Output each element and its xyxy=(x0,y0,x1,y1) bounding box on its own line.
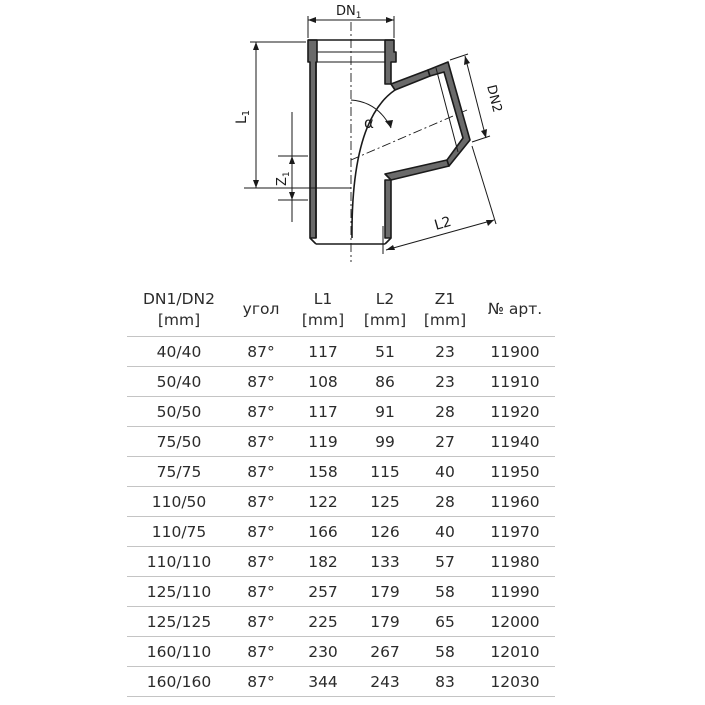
cell-article: 11970 xyxy=(475,517,555,547)
cell-l2: 267 xyxy=(355,637,415,667)
header-l2: L2 [mm] xyxy=(363,289,407,329)
cell-l1: 182 xyxy=(291,547,355,577)
cell-article: 11940 xyxy=(475,427,555,457)
cell-l2: 179 xyxy=(355,577,415,607)
table-row xyxy=(127,667,555,697)
header-article: № арт. xyxy=(487,300,543,318)
cell-dn: 75/50 xyxy=(127,427,231,457)
table-row xyxy=(127,577,555,607)
cell-angle: 87° xyxy=(231,397,291,427)
branch-socket xyxy=(428,62,470,166)
table-row xyxy=(127,367,555,397)
cell-article: 12000 xyxy=(475,607,555,637)
l1-arrow-top xyxy=(253,42,259,50)
cell-l2: 243 xyxy=(355,667,415,697)
cell-z1: 58 xyxy=(415,577,475,607)
cell-l2: 91 xyxy=(355,397,415,427)
alpha-arrow xyxy=(385,120,393,128)
cell-z1: 23 xyxy=(415,337,475,367)
z1-label: $Z_1$ xyxy=(275,171,292,186)
header-z1: Z1 [mm] xyxy=(423,289,467,329)
cell-l1: 108 xyxy=(291,367,355,397)
cell-dn: 125/110 xyxy=(127,577,231,607)
cell-l1: 230 xyxy=(291,637,355,667)
l2-ext-right xyxy=(472,146,496,224)
cell-z1: 83 xyxy=(415,667,475,697)
cell-z1: 40 xyxy=(415,517,475,547)
cell-angle: 87° xyxy=(231,487,291,517)
cell-dn: 160/160 xyxy=(127,667,231,697)
table-row xyxy=(127,547,555,577)
dn2-arrow-top xyxy=(464,56,470,65)
header-dn: DN1/DN2 [mm] xyxy=(142,289,215,329)
header-l1: L1 [mm] xyxy=(301,289,345,329)
cell-dn: 160/110 xyxy=(127,637,231,667)
cell-dn: 50/50 xyxy=(127,397,231,427)
cell-l1: 225 xyxy=(291,607,355,637)
cell-angle: 87° xyxy=(231,367,291,397)
cell-article: 11990 xyxy=(475,577,555,607)
cell-l2: 133 xyxy=(355,547,415,577)
dn1-arrow-left xyxy=(308,17,316,23)
cell-z1: 27 xyxy=(415,427,475,457)
cell-article: 12010 xyxy=(475,637,555,667)
cell-z1: 40 xyxy=(415,457,475,487)
l2-arrow-left xyxy=(386,245,395,250)
cell-angle: 87° xyxy=(231,457,291,487)
cell-l1: 158 xyxy=(291,457,355,487)
cell-l1: 117 xyxy=(291,397,355,427)
cell-angle: 87° xyxy=(231,607,291,637)
cell-angle: 87° xyxy=(231,577,291,607)
cell-dn: 110/75 xyxy=(127,517,231,547)
cell-l2: 179 xyxy=(355,607,415,637)
cell-article: 11950 xyxy=(475,457,555,487)
cell-l2: 115 xyxy=(355,457,415,487)
cell-article: 11980 xyxy=(475,547,555,577)
dn2-dim-line xyxy=(465,56,486,138)
tee-fitting-drawing xyxy=(0,0,705,280)
cell-l1: 344 xyxy=(291,667,355,697)
cell-z1: 28 xyxy=(415,397,475,427)
main-spigot-end xyxy=(310,238,391,244)
cell-dn: 125/125 xyxy=(127,607,231,637)
cell-l1: 122 xyxy=(291,487,355,517)
cell-article: 11910 xyxy=(475,367,555,397)
l2-arrow-right xyxy=(486,220,494,226)
cell-article: 11920 xyxy=(475,397,555,427)
cell-dn: 40/40 xyxy=(127,337,231,367)
cell-angle: 87° xyxy=(231,667,291,697)
cell-l2: 51 xyxy=(355,337,415,367)
table-row xyxy=(127,637,555,667)
cell-z1: 65 xyxy=(415,607,475,637)
cell-l1: 166 xyxy=(291,517,355,547)
l2-label: L2 xyxy=(432,213,454,234)
branch-lower-wall xyxy=(385,160,449,180)
cell-l1: 257 xyxy=(291,577,355,607)
header-angle: угол xyxy=(242,300,280,318)
dn2-ext-bottom xyxy=(472,136,490,142)
l1-arrow-bottom xyxy=(253,180,259,188)
spec-table xyxy=(127,283,555,697)
cell-dn: 50/40 xyxy=(127,367,231,397)
table-row xyxy=(127,427,555,457)
dn1-label: $DN_1$ xyxy=(336,4,362,21)
cell-dn: 110/110 xyxy=(127,547,231,577)
l1-label: $L_1$ xyxy=(234,109,252,124)
cell-angle: 87° xyxy=(231,547,291,577)
main-right-wall-lower xyxy=(385,180,391,238)
cell-l2: 126 xyxy=(355,517,415,547)
dn1-arrow-right xyxy=(386,17,394,23)
cell-angle: 87° xyxy=(231,427,291,457)
cell-article: 11960 xyxy=(475,487,555,517)
table-row xyxy=(127,517,555,547)
dn2-label: DN2 xyxy=(483,83,505,115)
branch-upper-wall xyxy=(391,70,430,90)
cell-angle: 87° xyxy=(231,637,291,667)
cell-article: 11900 xyxy=(475,337,555,367)
cell-l2: 125 xyxy=(355,487,415,517)
cell-dn: 75/75 xyxy=(127,457,231,487)
main-socket-right xyxy=(385,40,396,84)
alpha-label: α xyxy=(364,114,374,132)
table-row xyxy=(127,337,555,367)
cell-z1: 57 xyxy=(415,547,475,577)
cell-angle: 87° xyxy=(231,337,291,367)
cell-l1: 117 xyxy=(291,337,355,367)
spec-table-body xyxy=(127,337,555,697)
spec-table-header xyxy=(127,283,555,337)
cell-l2: 99 xyxy=(355,427,415,457)
table-row xyxy=(127,607,555,637)
table-row xyxy=(127,487,555,517)
table-row xyxy=(127,397,555,427)
cell-dn: 110/50 xyxy=(127,487,231,517)
cell-l1: 119 xyxy=(291,427,355,457)
table-row xyxy=(127,457,555,487)
cell-angle: 87° xyxy=(231,517,291,547)
cell-z1: 58 xyxy=(415,637,475,667)
cell-l2: 86 xyxy=(355,367,415,397)
cell-z1: 23 xyxy=(415,367,475,397)
cell-z1: 28 xyxy=(415,487,475,517)
cell-article: 12030 xyxy=(475,667,555,697)
z1-arrow-top xyxy=(289,156,295,164)
dn2-arrow-bottom xyxy=(481,129,487,138)
z1-arrow-bottom xyxy=(289,192,295,200)
